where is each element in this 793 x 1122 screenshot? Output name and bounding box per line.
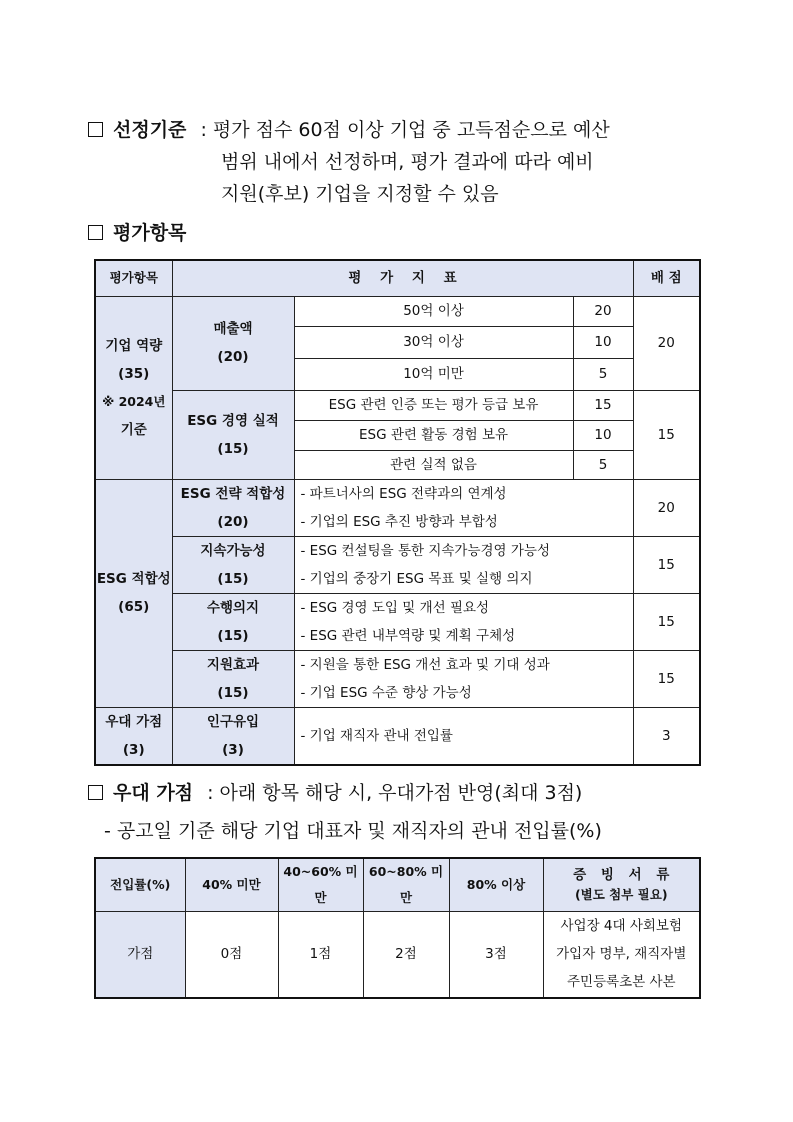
header-60-80: 60~80% 미만 — [363, 858, 449, 912]
total-score-cell: 15 — [633, 536, 700, 593]
bonus-value-row — [95, 912, 700, 998]
header-over-80: 80% 이상 — [449, 858, 543, 912]
sub-label-commitment: 수행의지 (15) — [172, 593, 294, 650]
evaluation-items-title: 평가항목 — [113, 222, 187, 244]
checkbox-square-icon — [88, 225, 103, 240]
indicator-cell: ESG 관련 활동 경험 보유 — [294, 420, 573, 450]
bonus-points-text: 아래 항목 해당 시, 우대가점 반영(최대 3점) — [219, 782, 583, 804]
bonus-value: 3점 — [449, 912, 543, 998]
documents-cell: 사업장 4대 사회보험 가입자 명부, 재직자별 주민등록초본 사본 — [543, 912, 700, 998]
bonus-value: 1점 — [278, 912, 363, 998]
row-label-bonus: 가점 — [95, 912, 185, 998]
sub-label-revenue: 매출액 (20) — [172, 296, 294, 390]
bonus-table — [94, 857, 701, 999]
indicator-cell: - ESG 컨설팅을 통한 지속가능경영 가능성 - 기업의 중장기 ESG 목표 및 실행 의지 — [294, 536, 633, 593]
sub-label-esg-strategy: ESG 전략 적합성 (20) — [172, 479, 294, 536]
indicator-cell: 10억 미만 — [294, 358, 573, 390]
score-cell: 20 — [573, 296, 633, 326]
sub-label-esg-performance: ESG 경영 실적 (15) — [172, 390, 294, 479]
score-cell: 15 — [573, 390, 633, 420]
header-40-60: 40~60% 미만 — [278, 858, 363, 912]
indicator-cell: ESG 관련 인증 또는 평가 등급 보유 — [294, 390, 573, 420]
score-cell: 5 — [573, 450, 633, 479]
selection-line-1: 평가 점수 60점 이상 기업 중 고득점순으로 예산 — [212, 119, 610, 141]
evaluation-items-heading — [88, 219, 186, 247]
eval-header-row — [95, 260, 700, 296]
group-label-capability: 기업 역량 (35) ※ 2024년 기준 — [95, 296, 172, 479]
total-score-cell: 15 — [633, 390, 700, 479]
header-documents: 증 빙 서 류 (별도 첨부 필요) — [543, 858, 700, 912]
total-score-cell: 20 — [633, 296, 700, 390]
indicator-cell: - 기업 재직자 관내 전입률 — [294, 707, 633, 765]
bonus-points-heading — [88, 779, 582, 807]
checkbox-square-icon — [88, 785, 103, 800]
group-label-bonus: 우대 가점 (3) — [95, 707, 172, 765]
indicator-cell: - 지원을 통한 ESG 개선 효과 및 기대 성과 - 기업 ESG 수준 향상 가능성 — [294, 650, 633, 707]
checkbox-square-icon — [88, 122, 103, 137]
sub-label-support-effect: 지원효과 (15) — [172, 650, 294, 707]
total-score-cell: 15 — [633, 650, 700, 707]
bonus-header-row — [95, 858, 700, 912]
indicator-cell: 관련 실적 없음 — [294, 450, 573, 479]
header-item: 평가항목 — [95, 260, 172, 296]
indicator-cell: 50억 이상 — [294, 296, 573, 326]
header-score: 배 점 — [633, 260, 700, 296]
indicator-cell: - 파트너사의 ESG 전략과의 연계성 - 기업의 ESG 추진 방향과 부합성 — [294, 479, 633, 536]
bonus-value: 2점 — [363, 912, 449, 998]
bonus-points-sub: - 공고일 기준 해당 기업 대표자 및 재직자의 관내 전입률(%) — [104, 820, 602, 842]
selection-line-3: 지원(후보) 기업을 지정할 수 있음 — [221, 183, 499, 205]
indicator-cell: - ESG 경영 도입 및 개선 필요성 - ESG 관련 내부역량 및 계획 구체성 — [294, 593, 633, 650]
score-cell: 5 — [573, 358, 633, 390]
score-cell: 10 — [573, 326, 633, 358]
total-score-cell: 15 — [633, 593, 700, 650]
colon: : — [200, 119, 207, 141]
indicator-cell: 30억 이상 — [294, 326, 573, 358]
bonus-points-title: 우대 가점 — [113, 782, 194, 804]
colon: : — [207, 782, 214, 804]
evaluation-table — [94, 259, 701, 766]
total-score-cell: 3 — [633, 707, 700, 765]
selection-criteria-title: 선정기준 — [113, 119, 187, 141]
selection-criteria-heading — [88, 116, 610, 144]
sub-label-population-inflow: 인구유입 (3) — [172, 707, 294, 765]
sub-label-sustainability: 지속가능성 (15) — [172, 536, 294, 593]
header-under-40: 40% 미만 — [185, 858, 278, 912]
group-label-esg-fit: ESG 적합성 (65) — [95, 479, 172, 707]
header-rate: 전입률(%) — [95, 858, 185, 912]
bonus-value: 0점 — [185, 912, 278, 998]
header-indicator: 평 가 지 표 — [172, 260, 633, 296]
selection-line-2: 범위 내에서 선정하며, 평가 결과에 따라 예비 — [221, 151, 594, 173]
score-cell: 10 — [573, 420, 633, 450]
total-score-cell: 20 — [633, 479, 700, 536]
